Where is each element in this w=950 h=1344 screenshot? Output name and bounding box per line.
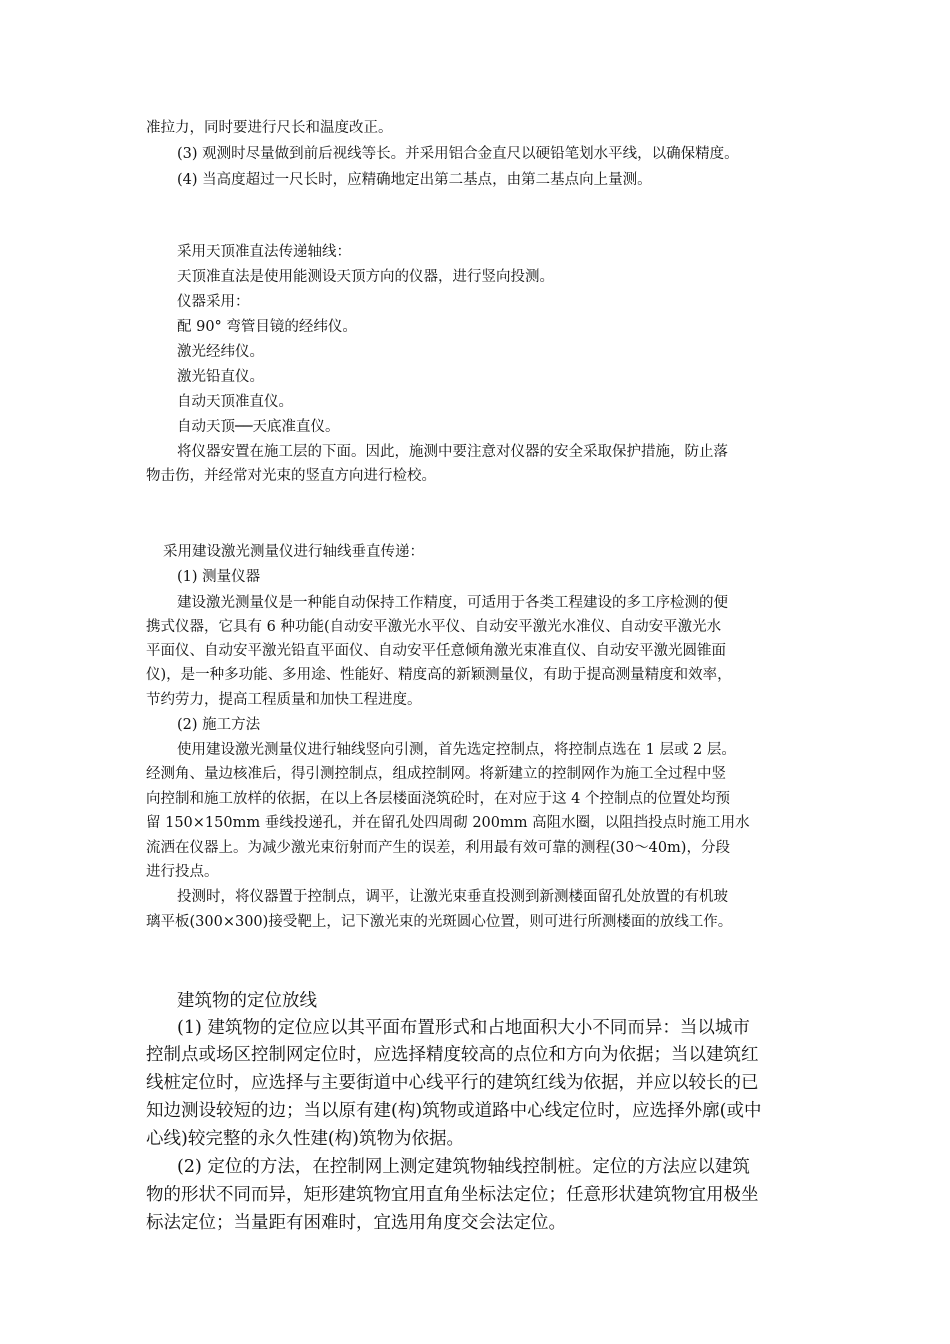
paragraph-line: 留 150×150mm 垂线投递孔，并在留孔处四周砌 200mm 高阻水圈，以阻挡投点时施工用水: [146, 815, 750, 831]
paragraph-line: 使用建设激光测量仪进行轴线竖向引测，首先选定控制点，将控制点选在 1 层或 2 层。: [177, 742, 736, 758]
paragraph-line: 标法定位；当量距有困难时，宜选用角度交会法定位。: [146, 1213, 566, 1233]
paragraph-line: 经测角、量边核准后，得引测控制点，组成控制网。将新建立的控制网作为施工全过程中竖: [146, 766, 726, 782]
paragraph-line: 仪)，是一种多功能、多用途、性能好、精度高的新颖测量仪，有助于提高测量精度和效率，: [146, 667, 732, 683]
instrument-item: 激光铅直仪。: [177, 369, 264, 385]
paragraph-line: 物击伤，并经常对光束的竖直方向进行检校。: [146, 468, 436, 484]
paragraph-line: (2) 定位的方法，在控制网上测定建筑物轴线控制桩。定位的方法应以建筑: [177, 1157, 750, 1177]
paragraph-line: 进行投点。: [146, 864, 219, 880]
paragraph-line: 向控制和施工放样的依据，在以上各层楼面浇筑砼时，在对应于这 4 个控制点的位置处均预: [146, 791, 730, 807]
instrument-item: 自动天顶──天底准直仪。: [177, 419, 340, 435]
subsection-heading: (2) 施工方法: [177, 717, 261, 733]
instrument-item: 激光经纬仪。: [177, 344, 264, 360]
paragraph-line: 平面仪、自动安平激光铅直平面仪、自动安平任意倾角激光束准直仪、自动安平激光圆锥面: [146, 643, 726, 659]
paragraph-line: 携式仪器，它具有 6 种功能(自动安平激光水平仪、自动安平激光水准仪、自动安平激光水: [146, 619, 722, 635]
paragraph-line: 流洒在仪器上。为减少激光束衍射而产生的误差，利用最有效可靠的测程(30～40m)，分段: [146, 840, 730, 856]
section-heading: 采用建设激光测量仪进行轴线垂直传递：: [163, 544, 424, 560]
paragraph-line: 璃平板(300×300)接受靶上，记下激光束的光斑圆心位置，则可进行所测楼面的放线工作。: [146, 914, 733, 930]
paragraph-line: 知边测设较短的边；当以原有建(构)筑物或道路中心线定位时，应选择外廓(或中: [146, 1101, 762, 1121]
paragraph-line: 物的形状不同而异，矩形建筑物宜用直角坐标法定位；任意形状建筑物宜用极坐: [146, 1185, 759, 1205]
paragraph-line: 将仪器安置在施工层的下面。因此，施测中要注意对仪器的安全采取保护措施，防止落: [177, 444, 728, 460]
paragraph-line: 控制点或场区控制网定位时，应选择精度较高的点位和方向为依据；当以建筑红: [146, 1045, 759, 1065]
list-item-3: (3) 观测时尽量做到前后视线等长。并采用铝合金直尺以硬铅笔划水平线，以确保精度。: [177, 146, 739, 162]
paragraph-line: 线桩定位时，应选择与主要街道中心线平行的建筑红线为依据，并应以较长的已: [146, 1073, 759, 1093]
paragraph-line: 投测时，将仪器置于控制点，调平，让激光束垂直投测到新测楼面留孔处放置的有机玻: [177, 889, 728, 905]
subsection-heading: (1) 测量仪器: [177, 569, 261, 585]
list-item-4: (4) 当高度超过一尺长时，应精确地定出第二基点，由第二基点向上量测。: [177, 172, 652, 188]
section-heading: 采用天顶准直法传递轴线：: [177, 244, 351, 260]
paragraph-line: 仪器采用：: [177, 294, 250, 310]
paragraph-line: 准拉力，同时要进行尺长和温度改正。: [146, 120, 393, 136]
instrument-item: 自动天顶准直仪。: [177, 394, 293, 410]
paragraph-line: (1) 建筑物的定位应以其平面布置形式和占地面积大小不同而异：当以城市: [177, 1018, 750, 1038]
paragraph-line: 节约劳力，提高工程质量和加快工程进度。: [146, 692, 422, 708]
section-heading: 建筑物的定位放线: [177, 991, 317, 1011]
paragraph-line: 建设激光测量仪是一种能自动保持工作精度，可适用于各类工程建设的多工序检测的便: [177, 595, 728, 611]
paragraph-line: 心线)较完整的永久性建(构)筑物为依据。: [146, 1129, 464, 1149]
instrument-item: 配 90° 弯管目镜的经纬仪。: [177, 319, 357, 335]
paragraph-line: 天顶准直法是使用能测设天顶方向的仪器，进行竖向投测。: [177, 269, 554, 285]
